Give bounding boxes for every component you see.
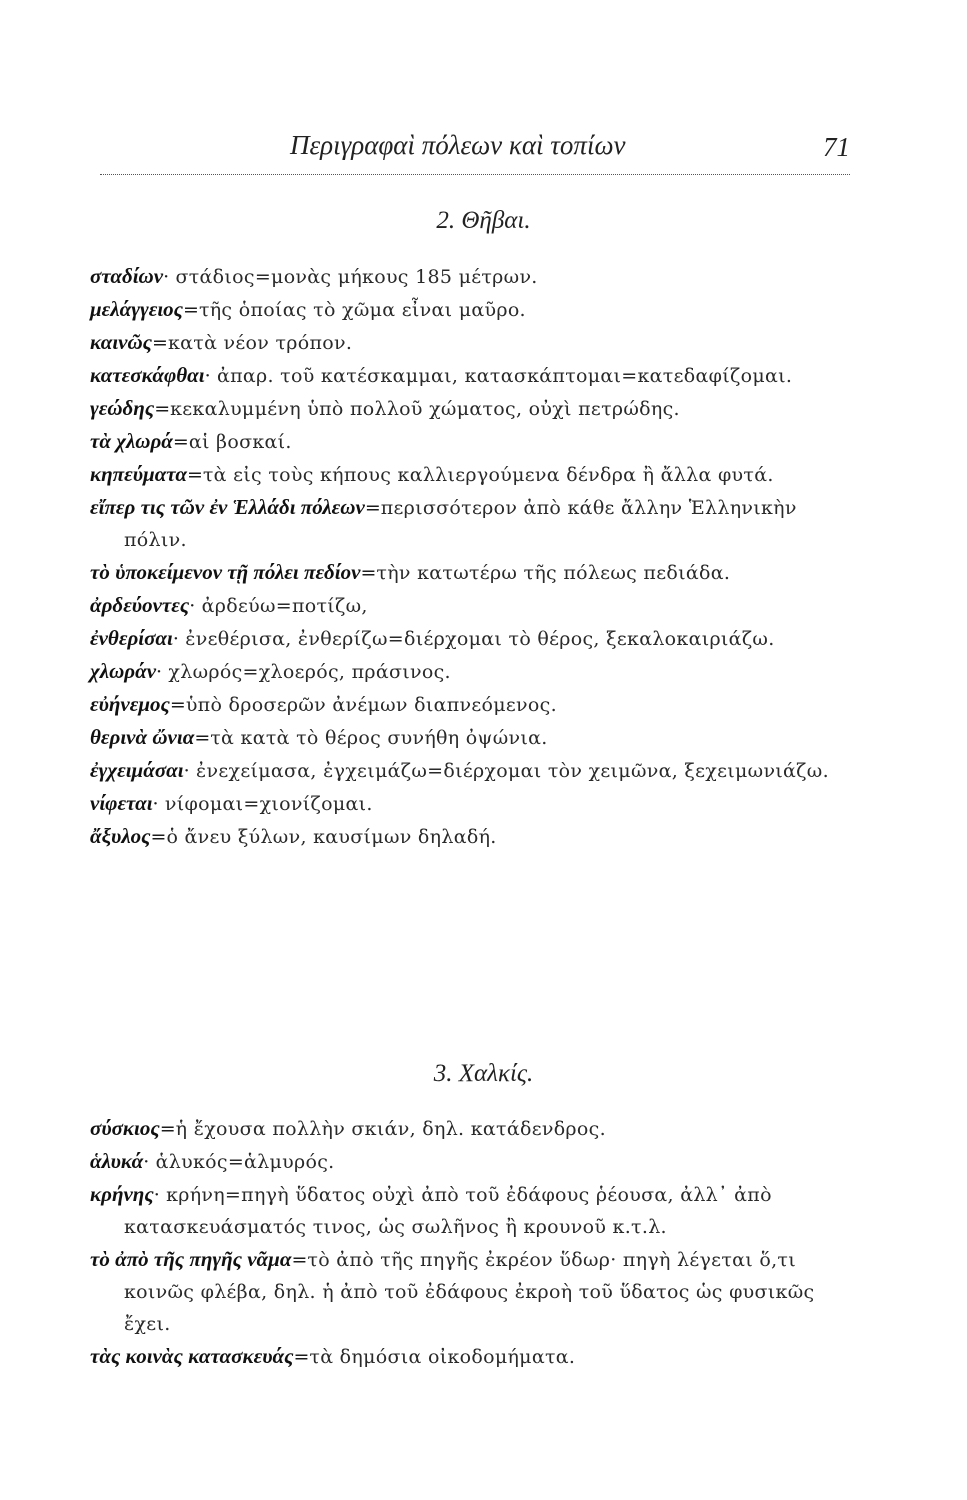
glossary-entry — [90, 622, 860, 655]
entry-separator: = — [152, 332, 168, 354]
entry-lemma: ἐγχειμάσαι — [90, 758, 184, 782]
entry-definition: ὑπὸ δροσερῶν ἀνέμων διαπνεόμενος. — [185, 694, 557, 716]
entry-separator: = — [172, 431, 189, 453]
glossary-entry — [90, 589, 860, 622]
entry-separator: · — [204, 365, 211, 387]
glossary-entry — [90, 425, 860, 458]
entry-separator: · — [172, 628, 179, 650]
page-number: 71 — [823, 132, 850, 162]
entry-definition: κεκαλυμμένη ὑπὸ πολλοῦ χώματος, οὐχὶ πετρώδης. — [170, 398, 680, 420]
entry-definition: κατὰ νέον τρόπον. — [167, 332, 353, 354]
entry-lemma: κρήνης — [90, 1182, 154, 1206]
entry-definition: τὴν κατωτέρω τῆς πόλεως πεδιάδα. — [376, 562, 731, 584]
entry-separator: = — [154, 398, 171, 420]
entry-definition: νίφομαι=χιονίζομαι. — [158, 793, 373, 815]
entry-separator: · — [153, 1184, 160, 1206]
entry-separator: · — [183, 760, 190, 782]
entry-lemma: γεώδης — [90, 396, 155, 420]
entry-lemma: σύσκιος — [90, 1116, 160, 1140]
entry-definition: στάδιος=μονὰς μήκους 185 μέτρων. — [169, 266, 538, 288]
entry-lemma: μελάγγειος — [90, 297, 184, 321]
entry-lemma: ἐνθερίσαι — [90, 626, 173, 650]
glossary-entry — [90, 260, 860, 293]
entry-lemma: θερινὰ ὤνια — [90, 725, 195, 749]
entry-lemma: τὸ ἀπὸ τῆς πηγῆς νᾶμα — [90, 1247, 292, 1271]
entry-lemma: εὐήνεμος — [90, 692, 170, 716]
entry-separator: = — [293, 1346, 310, 1368]
entry-lemma: ἀρδεύοντες — [90, 593, 190, 617]
entry-separator: · — [156, 661, 163, 683]
glossary-entry — [90, 491, 860, 556]
glossary-entry — [90, 293, 860, 326]
glossary-entry — [90, 458, 860, 491]
entry-separator: · — [163, 266, 170, 288]
entry-separator: = — [360, 562, 377, 584]
glossary-entry — [90, 392, 860, 425]
entry-lemma: νίφεται — [90, 791, 153, 815]
entry-separator: = — [186, 464, 203, 486]
entry-definition: τὰ κατὰ τὸ θέρος συνήθη ὀψώνια. — [210, 727, 548, 749]
entry-lemma: καινῶς — [90, 330, 153, 354]
entry-lemma: κατεσκάφθαι — [90, 363, 205, 387]
running-header — [100, 130, 850, 175]
entry-definition: ἐνεθέρισα, ἐνθερίζω=διέρχομαι τὸ θέρος, ξεκαλοκαιριάζω. — [178, 628, 775, 650]
glossary-entry — [90, 820, 860, 853]
glossary-entry — [90, 359, 860, 392]
entry-definition: τὰ δημόσια οἰκοδομήματα. — [309, 1346, 576, 1368]
glossary-section-thebes — [90, 260, 860, 853]
glossary-entry — [90, 1145, 860, 1178]
entry-definition: ἀπαρ. τοῦ κατέσκαμμαι, κατασκάπτομαι=κατεδαφίζομαι. — [210, 365, 793, 387]
entry-definition: ἀρδεύω=ποτίζω, — [195, 595, 368, 617]
section-title-chalcis: 3. Χαλκίς. — [433, 1060, 534, 1087]
glossary-entry — [90, 721, 860, 754]
entry-definition: τὸ ἀπὸ τῆς πηγῆς ἐκρέον ὕδωρ· πηγὴ λέγεται ὅ,τι κοινῶς φλέβα, δηλ. ἡ ἀπὸ τοῦ ἐδάφους ἐκροὴ τοῦ ὕδατος ὡς φυσικῶς ἔχει. — [124, 1249, 815, 1335]
entry-definition: χλωρός=χλοερός, πράσινος. — [162, 661, 451, 683]
entry-definition: ὁ ἄνευ ξύλων, καυσίμων δηλαδή. — [166, 826, 497, 848]
glossary-entry — [90, 1243, 860, 1340]
glossary-entry — [90, 655, 860, 688]
entry-definition: ἡ ἔχουσα πολλὴν σκιάν, δηλ. κατάδενδρος. — [175, 1118, 606, 1140]
entry-definition: ἁλυκός=ἁλμυρός. — [149, 1151, 335, 1173]
entry-separator: = — [150, 826, 167, 848]
entry-separator: · — [143, 1151, 150, 1173]
entry-separator: = — [291, 1249, 308, 1271]
entry-separator: = — [183, 299, 199, 321]
entry-separator: · — [152, 793, 159, 815]
entry-lemma: τὸ ὑποκείμενον τῇ πόλει πεδίον — [90, 560, 361, 584]
glossary-entry — [90, 1112, 860, 1145]
entry-definition: κρήνη=πηγὴ ὕδατος οὐχὶ ἀπὸ τοῦ ἐδάφους ῥέουσα, ἀλλ᾽ ἀπὸ κατασκευάσματός τινος, ὡς σωλῆνος ἢ κρουνοῦ κ.τ.λ. — [124, 1184, 772, 1238]
glossary-entry — [90, 1340, 860, 1373]
entry-lemma: ἄξυλος — [90, 824, 151, 848]
entry-lemma: ἁλυκά — [90, 1149, 144, 1173]
glossary-section-chalcis — [90, 1112, 860, 1373]
glossary-entry — [90, 688, 860, 721]
entry-separator: = — [364, 497, 381, 519]
entry-definition: περισσότερον ἀπὸ κάθε ἄλλην Ἑλληνικὴν πόλιν. — [124, 497, 797, 551]
entry-separator: = — [194, 727, 211, 749]
entry-definition: τῆς ὁποίας τὸ χῶμα εἶναι μαῦρο. — [198, 299, 526, 321]
entry-lemma: τὰ χλωρά — [90, 429, 173, 453]
entry-separator: = — [169, 694, 186, 716]
glossary-entry — [90, 754, 860, 787]
entry-lemma: σταδίων — [90, 264, 164, 288]
entry-separator: = — [159, 1118, 176, 1140]
section-title-thebes: 2. Θῆβαι. — [436, 207, 531, 234]
glossary-entry — [90, 1178, 860, 1243]
entry-definition: τὰ εἰς τοὺς κήπους καλλιεργούμενα δένδρα ἢ ἄλλα φυτά. — [202, 464, 774, 486]
entry-lemma: κηπεύματα — [90, 462, 187, 486]
entry-lemma: εἴπερ τις τῶν ἐν Ἑλλάδι πόλεων — [90, 495, 365, 519]
entry-lemma: τὰς κοινὰς κατασκευάς — [90, 1344, 294, 1368]
glossary-entry — [90, 326, 860, 359]
entry-definition: αἱ βοσκαί. — [188, 431, 292, 453]
glossary-entry — [90, 556, 860, 589]
entry-separator: · — [189, 595, 196, 617]
glossary-entry — [90, 787, 860, 820]
entry-lemma: χλωράν — [90, 659, 157, 683]
running-title: Περιγραφαὶ πόλεων καὶ τοπίων — [290, 130, 626, 160]
entry-definition: ἐνεχείμασα, ἐγχειμάζω=διέρχομαι τὸν χειμῶνα, ξεχειμωνιάζω. — [189, 760, 829, 782]
